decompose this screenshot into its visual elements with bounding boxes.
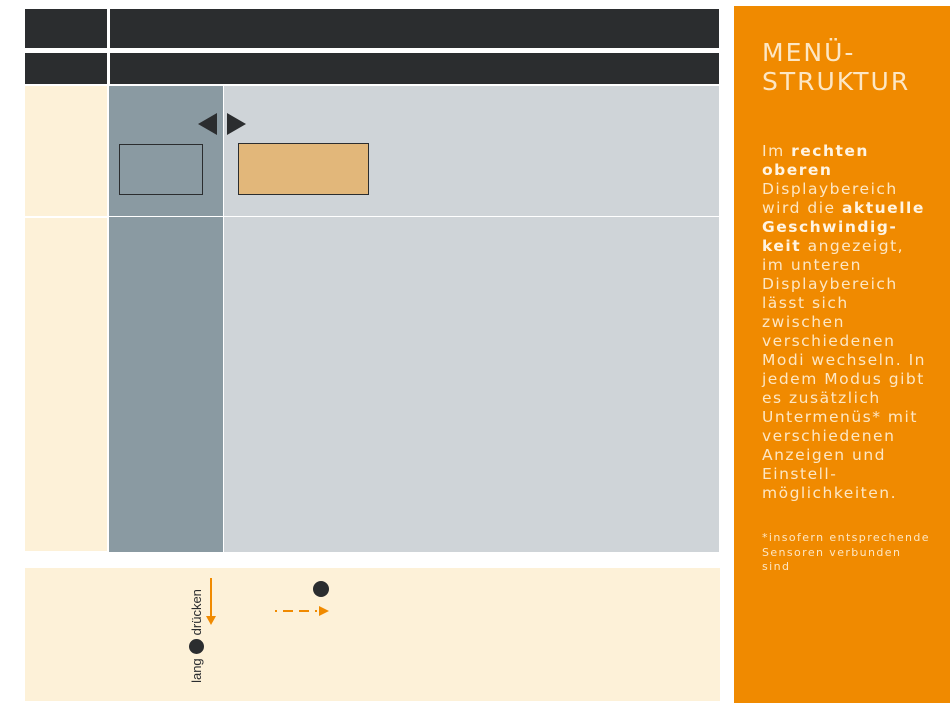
sidebar-bold-2: aktuelle Geschwindig-keit [762,199,925,255]
header-row-1-right [110,9,719,48]
active-mode-box [238,143,369,195]
left-right-arrows-icon [196,111,248,137]
dashed-arrow-right-icon [273,604,331,618]
arrow-left-icon [198,113,217,135]
sidebar-panel [734,6,950,703]
row-label-cell-2 [25,218,107,551]
sidebar-title [762,38,930,96]
header-row-2-left [25,53,107,84]
arrow-down-icon [204,578,218,628]
display-area-bottom [224,217,719,552]
mode-box [119,144,203,195]
sidebar-title-line-2: STRUKTUR [762,67,911,96]
button-dot-icon [189,639,204,654]
sidebar-description: Im rechten oberen Displaybereich wird die aktuelle Geschwindig-keit angezeigt, im unteren Displaybereich lässt sich zwischen verschiedenen Modi wechseln. In jedem Modus gibt es zusätzlich Untermenüs* mit verschiedenen Anzeigen und Einstell-möglichkeiten. [762,142,926,502]
sidebar-title-line-1: MENÜ- [762,38,856,67]
header-row-2-right [110,53,719,84]
druecken-text: drücken [188,589,204,636]
legend-panel [25,568,720,701]
sidebar-bold-1: rechten oberen [762,142,869,179]
mode-column-bottom [109,217,223,552]
sidebar-footnote: *insofern entsprechende Sensoren verbunden sind [762,531,930,573]
header-row-1-left [25,9,107,48]
arrow-right-icon [227,113,246,135]
short-press-dot-icon [313,581,329,597]
lang-text: lang [188,658,204,683]
row-label-cell-1 [25,86,107,216]
